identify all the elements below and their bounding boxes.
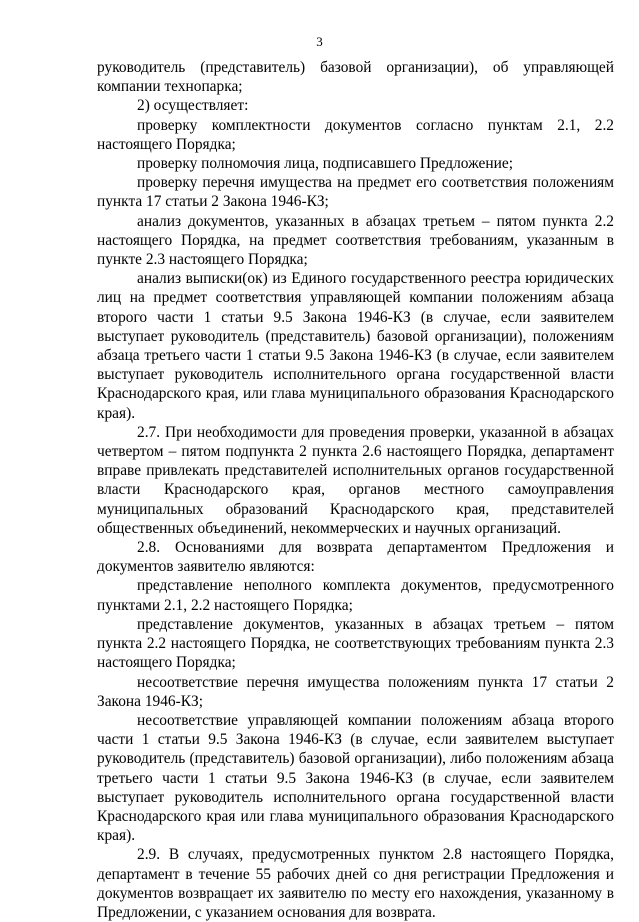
paragraph-check-completeness: проверку комплектности документов согласно пунктам 2.1, 2.2 настоящего Порядка;	[97, 116, 614, 153]
paragraph-property-mismatch: несоответствие перечня имущества положениям пункта 17 статьи 2 Закона 1946-КЗ;	[97, 673, 614, 710]
document-body	[97, 58, 614, 922]
paragraph-check-property-list: проверку перечня имущества на предмет его соответствия положениям пункта 17 статьи 2 Закона 1946-КЗ;	[97, 174, 614, 211]
paragraph-incomplete-set: представление неполного комплекта документов, предусмотренного пунктами 2.1, 2.2 настоящего Порядка;	[97, 577, 614, 614]
paragraph-2-8: 2.8. Основаниями для возврата департаментом Предложения и документов заявителю являются:	[97, 539, 614, 576]
paragraph-nonconforming-documents: представление документов, указанных в абзацах третьем – пятом пункта 2.2 настоящего Порядка, не соответствующих требованиям пункта 2.3 настоящего Порядка;	[97, 615, 614, 672]
paragraph-2-7: 2.7. При необходимости для проведения проверки, указанной в абзацах четвертом – пятом подпункта 2 пункта 2.6 настоящего Порядка, департамент вправе привлекать представителей исполнительных органов государственной власти Краснодарского края, органов местного самоуправления муниципальных образований Краснодарского края, представителей общественных объединений, некоммерческих и научных организаций.	[97, 423, 614, 537]
page-number: 3	[316, 34, 323, 49]
paragraph-subitem-2: 2) осуществляет:	[137, 97, 249, 115]
paragraph-continuation: руководитель (представитель) базовой организации), об управляющей компании технопарка;	[97, 59, 614, 96]
paragraph-2-9: 2.9. В случаях, предусмотренных пунктом 2.8 настоящего Порядка, департамент в течение 55 рабочих дней со дня регистрации Предложения и документов возвращает их заявителю по месту его нахождения, указанному в Предложении, с указанием основания для возврата.	[97, 846, 614, 921]
paragraph-company-mismatch: несоответствие управляющей компании положениям абзаца второго части 1 статьи 9.5 Закона 1946-КЗ (в случае, если заявителем выступает руководитель (представитель) базовой организации), либо положениям абзаца третьего части 1 статьи 9.5 Закона 1946-КЗ (в случае, если заявителем выступает руководитель исполнительного органа государственной власти Краснодарского края или глава муниципального образования Краснодарского края).	[97, 711, 614, 845]
paragraph-analysis-register: анализ выписки(ок) из Единого государственного реестра юридических лиц на предмет соответствия управляющей компании положениям абзаца второго части 1 статьи 9.5 Закона 1946-КЗ (в случае, если заявителем выступает руководитель (представитель) базовой организации), положениям абзаца третьего части 1 статьи 9.5 Закона 1946-КЗ (в случае, если заявителем выступает руководитель исполнительного органа государственной власти Краснодарского края, или глава муниципального образования Краснодарского края).	[97, 270, 614, 422]
paragraph-check-authority: проверку полномочия лица, подписавшего Предложение;	[137, 155, 513, 173]
paragraph-analysis-documents: анализ документов, указанных в абзацах третьем – пятом пункта 2.2 настоящего Порядка, на предмет соответствия требованиям, указанным в пункте 2.3 настоящего Порядка;	[97, 212, 614, 269]
